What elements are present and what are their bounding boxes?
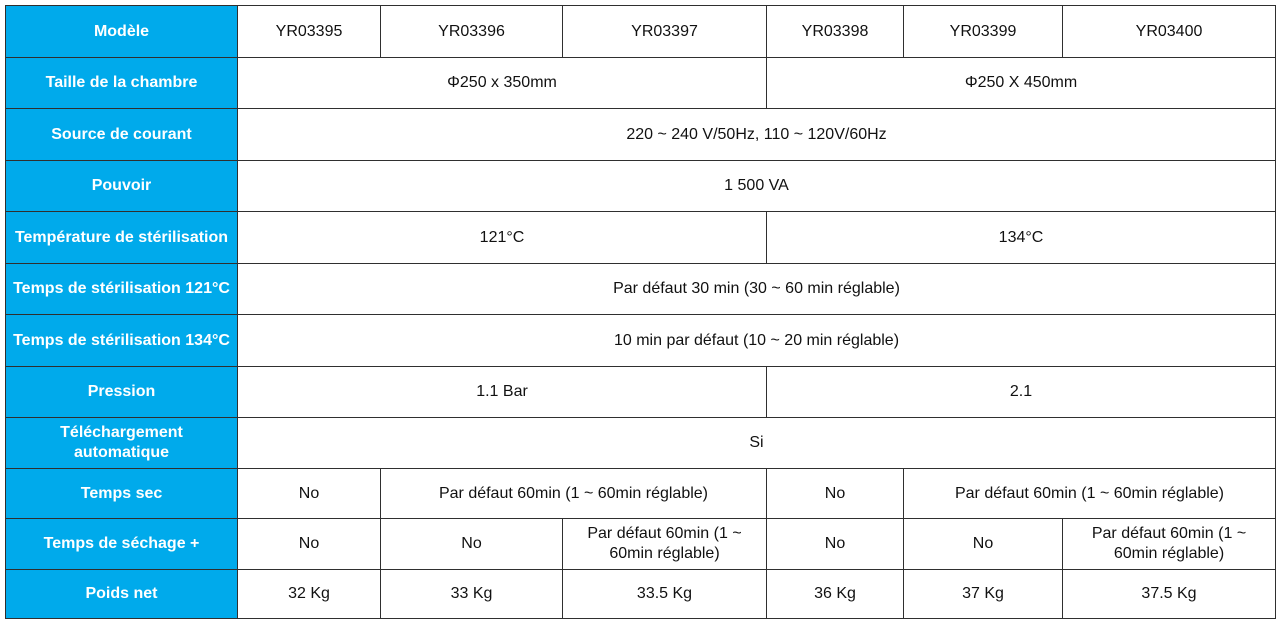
cell-net-weight-5: 37 Kg	[904, 570, 1063, 619]
row-sterilization-time-134	[6, 315, 1276, 367]
cell-dry-time-4: Par défaut 60min (1 ~ 60min réglable)	[904, 469, 1276, 519]
row-model	[6, 6, 1276, 58]
label-chamber: Taille de la chambre	[6, 58, 238, 109]
row-dry-time	[6, 469, 1276, 519]
label-power: Pouvoir	[6, 161, 238, 212]
cell-model-3: YR03397	[563, 6, 767, 58]
cell-auto-download: Si	[238, 418, 1276, 469]
cell-drying-plus-1: No	[238, 519, 381, 570]
cell-dry-time-2: Par défaut 60min (1 ~ 60min réglable)	[381, 469, 767, 519]
label-drying-plus: Temps de séchage +	[6, 519, 238, 570]
row-sterilization-time-121	[6, 264, 1276, 315]
cell-chamber-1: Φ250 x 350mm	[238, 58, 767, 109]
cell-model-5: YR03399	[904, 6, 1063, 58]
cell-model-6: YR03400	[1063, 6, 1276, 58]
cell-drying-plus-4: No	[767, 519, 904, 570]
row-chamber	[6, 58, 1276, 109]
row-sterilization-temp	[6, 212, 1276, 264]
row-auto-download	[6, 418, 1276, 469]
label-dry-time: Temps sec	[6, 469, 238, 519]
cell-net-weight-1: 32 Kg	[238, 570, 381, 619]
label-pressure: Pression	[6, 367, 238, 418]
cell-sterilization-temp-1: 121°C	[238, 212, 767, 264]
cell-dry-time-3: No	[767, 469, 904, 519]
cell-chamber-2: Φ250 X 450mm	[767, 58, 1276, 109]
cell-drying-plus-6: Par défaut 60min (1 ~ 60min réglable)	[1063, 519, 1276, 570]
cell-model-2: YR03396	[381, 6, 563, 58]
row-power-source	[6, 109, 1276, 161]
row-pressure	[6, 367, 1276, 418]
spec-table	[5, 5, 1276, 619]
row-drying-plus	[6, 519, 1276, 570]
label-sterilization-time-121: Temps de stérilisation 121°C	[6, 264, 238, 315]
cell-dry-time-1: No	[238, 469, 381, 519]
label-sterilization-temp: Température de stérilisation	[6, 212, 238, 264]
cell-sterilization-time-134: 10 min par défaut (10 ~ 20 min réglable)	[238, 315, 1276, 367]
cell-pressure-1: 1.1 Bar	[238, 367, 767, 418]
label-power-source: Source de courant	[6, 109, 238, 161]
cell-net-weight-4: 36 Kg	[767, 570, 904, 619]
row-power	[6, 161, 1276, 212]
cell-sterilization-temp-2: 134°C	[767, 212, 1276, 264]
cell-net-weight-2: 33 Kg	[381, 570, 563, 619]
cell-drying-plus-5: No	[904, 519, 1063, 570]
label-model: Modèle	[6, 6, 238, 58]
cell-drying-plus-3: Par défaut 60min (1 ~ 60min réglable)	[563, 519, 767, 570]
label-sterilization-time-134: Temps de stérilisation 134°C	[6, 315, 238, 367]
cell-power-source: 220 ~ 240 V/50Hz, 110 ~ 120V/60Hz	[238, 109, 1276, 161]
cell-model-1: YR03395	[238, 6, 381, 58]
label-net-weight: Poids net	[6, 570, 238, 619]
cell-sterilization-time-121: Par défaut 30 min (30 ~ 60 min réglable)	[238, 264, 1276, 315]
label-auto-download: Téléchargement automatique	[6, 418, 238, 469]
cell-net-weight-3: 33.5 Kg	[563, 570, 767, 619]
cell-net-weight-6: 37.5 Kg	[1063, 570, 1276, 619]
cell-pressure-2: 2.1	[767, 367, 1276, 418]
cell-drying-plus-2: No	[381, 519, 563, 570]
cell-power: 1 500 VA	[238, 161, 1276, 212]
cell-model-4: YR03398	[767, 6, 904, 58]
row-net-weight	[6, 570, 1276, 619]
